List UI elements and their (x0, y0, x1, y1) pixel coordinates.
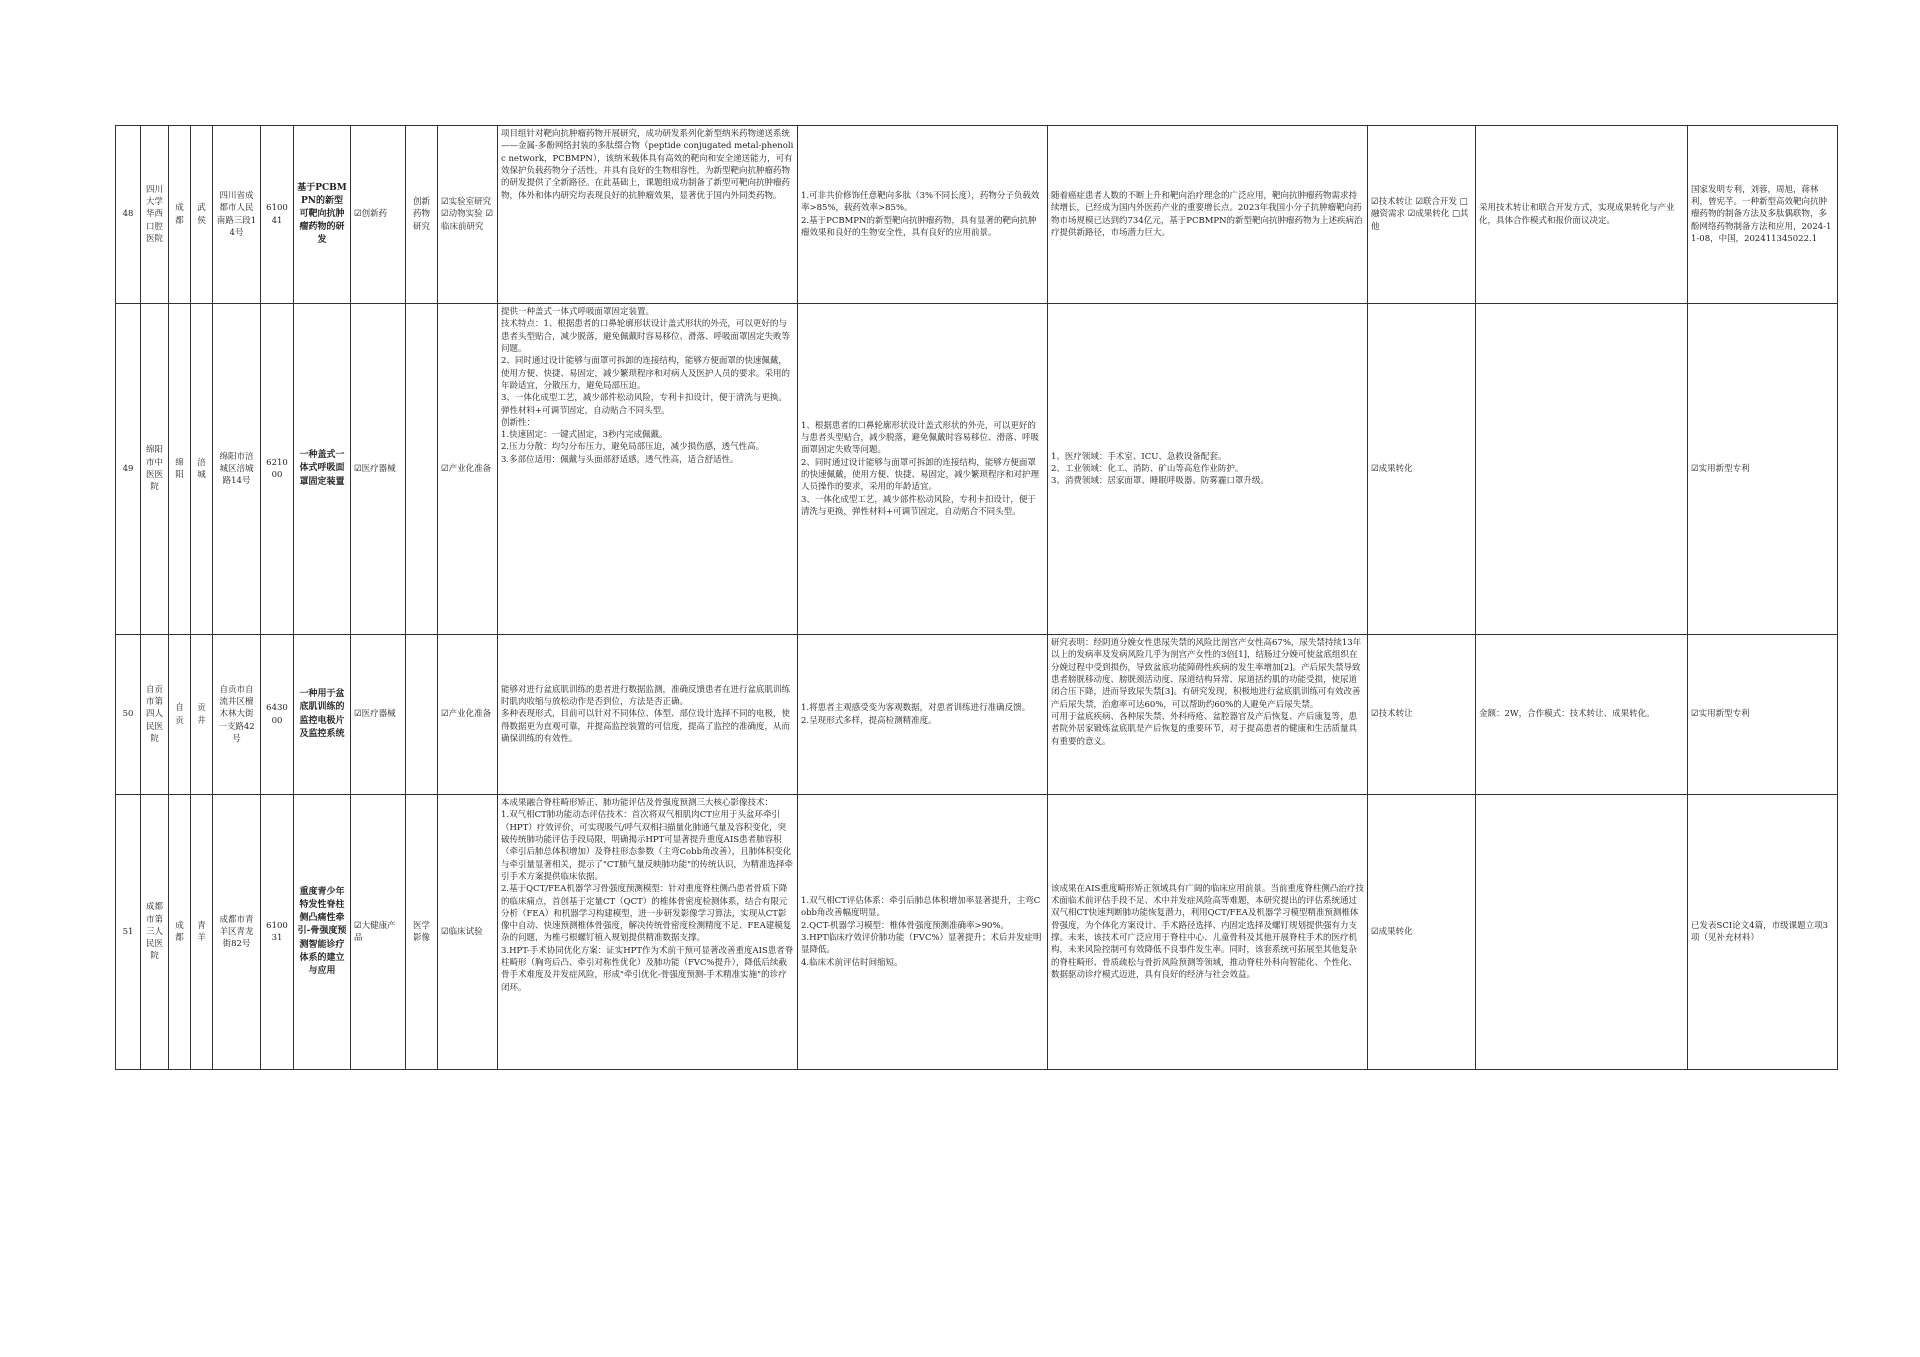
district: 武侯 (191, 126, 213, 304)
project-intro: 项目组针对靶向抗肿瘤药物开展研究，成功研发系列化新型纳米药物递送系统——金属-多酚网络封装的多肽缀合物（peptide conjugated metal-phenolic network，PCBMPN），该纳米载体具有高效的靶向和安全递送能力，可有效保护负载药物分子活性，并具有良好的生物相容性，为新型靶向抗肿瘤药物的研发提供了全新路径。在此基础上，课题组成功制备了新型可靶向抗肿瘤药物，体外和体内研究均表现良好的抗肿瘤效果，显著优于国内外同类药物。 (501, 129, 794, 201)
ip-status: 已发表SCI论文4篇，市级课题立项3项（见补充材料） (1691, 920, 1829, 943)
tech-category (406, 304, 438, 635)
tech-category: 创新药物研究 (406, 126, 438, 304)
cooperation-mode: ☑技术转让 ☑联合开发 □融资需求 ☑成果转化 □其他 (1368, 126, 1476, 304)
cooperation-terms: 金额：2W，合作模式：技术转让、成果转化。 (1479, 709, 1655, 720)
tech-field: ☑医疗器械 (351, 304, 406, 635)
cooperation-mode: ☑成果转化 (1368, 795, 1476, 1070)
project-intro: 能够对进行盆底肌训练的患者进行数据监测，准确反馈患者在进行盆底肌训练时肌肉收缩与放松动作是否到位，方法是否正确。 多种表现形式，目前可以针对不同体位、体型、部位设计选择不同的电极，使得数据更为直观可靠，并提高监控装置的可信度，提高了监控的准确度，从而确保训练的有效性。 (501, 684, 791, 744)
unit-name: 四川大学华西口腔医院 (141, 126, 169, 304)
address: 成都市青羊区青龙街82号 (213, 795, 261, 1070)
district: 青羊 (191, 795, 213, 1070)
city: 成都 (169, 795, 191, 1070)
tech-advantage: 1.将患者主观感受变为客观数据，对患者训练进行准确反馈。 2.呈现形式多样，提高检测精准度。 (801, 703, 1031, 726)
address: 绵阳市涪城区涪城路14号 (213, 304, 261, 635)
ip-status: ☑实用新型专利 (1691, 463, 1750, 474)
project-name: 一种盖式一体式呼吸面罩固定装置 (294, 304, 351, 635)
project-name: 一种用于盆底肌训练的监控电极片及监控系统 (294, 635, 351, 795)
tech-category (406, 635, 438, 795)
ip-status: 国家发明专利，刘蓉，周旭，蒋林利，曾宪芊。一种新型高效靶向抗肿瘤药物的制备方法及多肽偶联物，多酚网络药物制备方法和应用，2024-11-08，中国，202411345022.1 (1691, 184, 1832, 244)
table-row (116, 126, 1838, 304)
project-table (115, 125, 1838, 1070)
tech-category: 医学影像 (406, 795, 438, 1070)
project-name: 基于PCBMPN的新型可靶向抗肿瘤药物的研发 (294, 126, 351, 304)
tech-field: ☑医疗器械 (351, 635, 406, 795)
ip-status: ☑实用新型专利 (1691, 709, 1750, 720)
address: 四川省成都市人民南路三段14号 (213, 126, 261, 304)
project-name: 重度青少年特发性脊柱侧凸痛性牵引-骨强度预测智能诊疗体系的建立与应用 (294, 795, 351, 1070)
district: 贡井 (191, 635, 213, 795)
table-row (116, 304, 1838, 635)
postcode: 643000 (261, 635, 294, 795)
tech-field: ☑创新药 (351, 126, 406, 304)
cooperation-terms: 采用技术转让和联合开发方式，实现成果转化与产业化，具体合作模式和报价面议决定。 (1479, 203, 1675, 226)
maturity-stage: ☑产业化准备 (438, 304, 498, 635)
table-row (116, 795, 1838, 1070)
row-number: 51 (116, 795, 141, 1070)
row-number: 49 (116, 304, 141, 635)
cooperation-mode: ☑技术转让 (1368, 635, 1476, 795)
unit-name: 绵阳市中医医院 (141, 304, 169, 635)
project-intro: 本成果融合脊柱畸形矫正、肺功能评估及骨强度预测三大核心影像技术： 1.双气相CT肺功能动态评估技术：首次将双气相肌肉CT应用于头盆环牵引（HPT）疗效评价，可实现吸气/呼气双相扫描量化肺通气量及容积变化，突破传统肺功能评估手段局限，明确揭示HPT可显著提升重度AIS患者肺容积（牵引后肺总体积增加）及脊柱形态参数（主弯Cobb角改善），且肺体积变化与牵引量显著相关，提示了"CT肺气量反映肺功能"的传统认识，为精准选择牵引手术方案提供临床依据。 2.基于QCT/FEA机器学习骨强度预测模型：针对重度脊柱侧凸患者骨质下降的临床痛点，首创基于定量CT（QCT）的椎体骨密度检测体系，结合有限元分析（FEA）和机器学习构建模型，进一步研发影像学习算法，实现从CT影像中自动、快速预测椎体骨强度，解决传统骨密度检测精度不足、FEA建模复杂的问题，为椎弓根螺钉植入规划提供精准数据支撑。 3.HPT-手术协同优化方案：证实HPT作为术前干预可显著改善重度AIS患者脊柱畸形（胸弯后凸、牵引对称性优化）及肺功能（FVC%提升），降低后续截骨手术难度及并发症风险，形成"牵引优化-骨强度预测-手术精准实施"的诊疗闭环。 (501, 798, 794, 993)
maturity-stage: ☑实验室研究 ☑动物实验 ☑临床前研究 (438, 126, 498, 304)
table-row (116, 635, 1838, 795)
market-prospect: 该成果在AIS重度畸形矫正领域具有广阔的临床应用前景。当前重度脊柱侧凸治疗技术面临术前评估手段不足、术中并发症风险高等难题，本研究提出的评估系统通过双气相CT快速判断肺功能恢复潜力，利用QCT/FEA及机器学习模型精准预测椎体骨强度，为个体化方案设计、手术路径选择、内固定选择及螺钉规划提供强有力支撑。未来，该技术可广泛应用于脊柱中心、儿童骨科及其他开展脊柱手术的医疗机构，未来风险控制可有效降低不良事件发生率。同时，该套系统可拓展至其他复杂的脊柱畸形、骨质疏松与骨折风险预测等领域，推动脊柱外科向智能化、个性化、数据驱动诊疗模式迈进，具有良好的经济与社会效益。 (1051, 883, 1364, 980)
market-prospect: 1、医疗领域：手术室、ICU、急救设备配套。 2、工业领域：化工、消防、矿山等高危作业防护。 3、消费领域：居家面罩、睡眠呼吸器、防雾霾口罩升级。 (1051, 451, 1269, 487)
project-intro: 提供一种盖式一体式呼吸面罩固定装置。 技术特点：1、根据患者的口鼻轮廓形状设计盖式形状的外壳，可以更好的与患者头型贴合，减少脱落，避免佩戴时容易移位、滑落、呼吸面罩固定失败等问题。 2、同时通过设计能够与面罩可拆卸的连接结构，能够方便面罩的快速佩戴，使用方便、快捷、易固定，减少繁琐程序和对病人及医护人员的要求。采用的年龄适宜，分散压力，避免局部压迫。 3、一体化成型工艺，减少部件松动风险，专利卡扣设计，便于清洗与更换。弹性材料+可调节固定，自动贴合不同头型。 创新性： 1.快速固定：一键式固定，3秒内完成佩戴。 2.压力分散：均匀分布压力，避免局部压迫，减少损伤感，透气性高。 3.多部位适用：佩戴与头面部舒适感，透气性高，适合舒适性。 (501, 307, 791, 465)
row-number: 48 (116, 126, 141, 304)
city: 自贡 (169, 635, 191, 795)
unit-name: 自贡市第四人民医院 (141, 635, 169, 795)
postcode: 610031 (261, 795, 294, 1070)
tech-advantage: 1、根据患者的口鼻轮廓形状设计盖式形状的外壳，可以更好的与患者头型贴合，减少脱落，避免佩戴时容易移位、滑落、呼吸面罩固定失败等问题。 2、同时通过设计能够与面罩可拆卸的连接结构，能够方便面罩的快速佩戴，使用方便、快捷、易固定，减少繁琐程序和对护理人员操作的要求，采用的年龄适宜。 3、一体化成型工艺，减少部件松动风险，专利卡扣设计，便于清洗与更换，弹性材料+可调节固定，自动贴合不同头型。 (801, 420, 1040, 517)
row-number: 50 (116, 635, 141, 795)
cooperation-mode: ☑成果转化 (1368, 304, 1476, 635)
tech-advantage: 1.双气相CT评估体系：牵引后肺总体积增加率显著提升，主弯Cobb角改善幅度明显。 2.QCT-机器学习模型：椎体骨强度预测准确率>90%。 3.HPT临床疗效评价肺功能（FVC%）显著提升；术后并发症明显降低。 4.临床术前评估时间缩短。 (801, 896, 1042, 968)
postcode: 610041 (261, 126, 294, 304)
city: 绵阳 (169, 304, 191, 635)
tech-field: ☑大健康产品 (351, 795, 406, 1070)
unit-name: 成都市第三人民医院 (141, 795, 169, 1070)
market-prospect: 随着癌症患者人数的不断上升和靶向治疗理念的广泛应用，靶向抗肿瘤药物需求持续增长，已经成为国内外医药产业的重要增长点。2023年我国小分子抗肿瘤靶向药物市场规模已达到约734亿元，基于PCBMPN的新型靶向抗肿瘤药物为上述疾病治疗提供新路径，市场潜力巨大。 (1051, 190, 1363, 238)
city: 成都 (169, 126, 191, 304)
address: 自贡市自流井区檀木林大街一支路42号 (213, 635, 261, 795)
market-prospect: 研究表明：经阴道分娩女性患尿失禁的风险比剖宫产女性高67%，尿失禁持续13年以上的发病率及发病风险几乎为剖宫产女性的3倍[1]，结肠过分娩可使盆底组织在分娩过程中受到损伤，导致盆底功能障碍性疾病的发生率增加[2]。产后尿失禁导致患者膀胱移动度、膀胱颈活动度、尿道结构异常、尿道括约肌的功能受损，使尿道闭合压下降，进而导致尿失禁[3]。有研究发现，积极地进行盆底肌训练可有效改善产后尿失禁，治愈率可达60%，可以帮助约60%的人避免产后尿失禁。 可用于盆底疾病、各种尿失禁、外科痔疮、盆腔器官及产后恢复、产后康复等，患者院外居家锻炼盆底肌是产后恢复的重要环节，对于提高患者的健康和生活质量具有重要的意义。 (1051, 638, 1362, 747)
maturity-stage: ☑产业化准备 (438, 635, 498, 795)
tech-advantage: 1.可非共价修饰任意靶向多肽（3%不同长度），药物分子负载效率>85%，载药效率>85%。 2.基于PCBMPN的新型靶向抗肿瘤药物，具有显著的靶向抗肿瘤效果和良好的生物安全性，具有良好的应用前景。 (801, 190, 1040, 238)
maturity-stage: ☑临床试验 (438, 795, 498, 1070)
postcode: 621000 (261, 304, 294, 635)
district: 涪城 (191, 304, 213, 635)
